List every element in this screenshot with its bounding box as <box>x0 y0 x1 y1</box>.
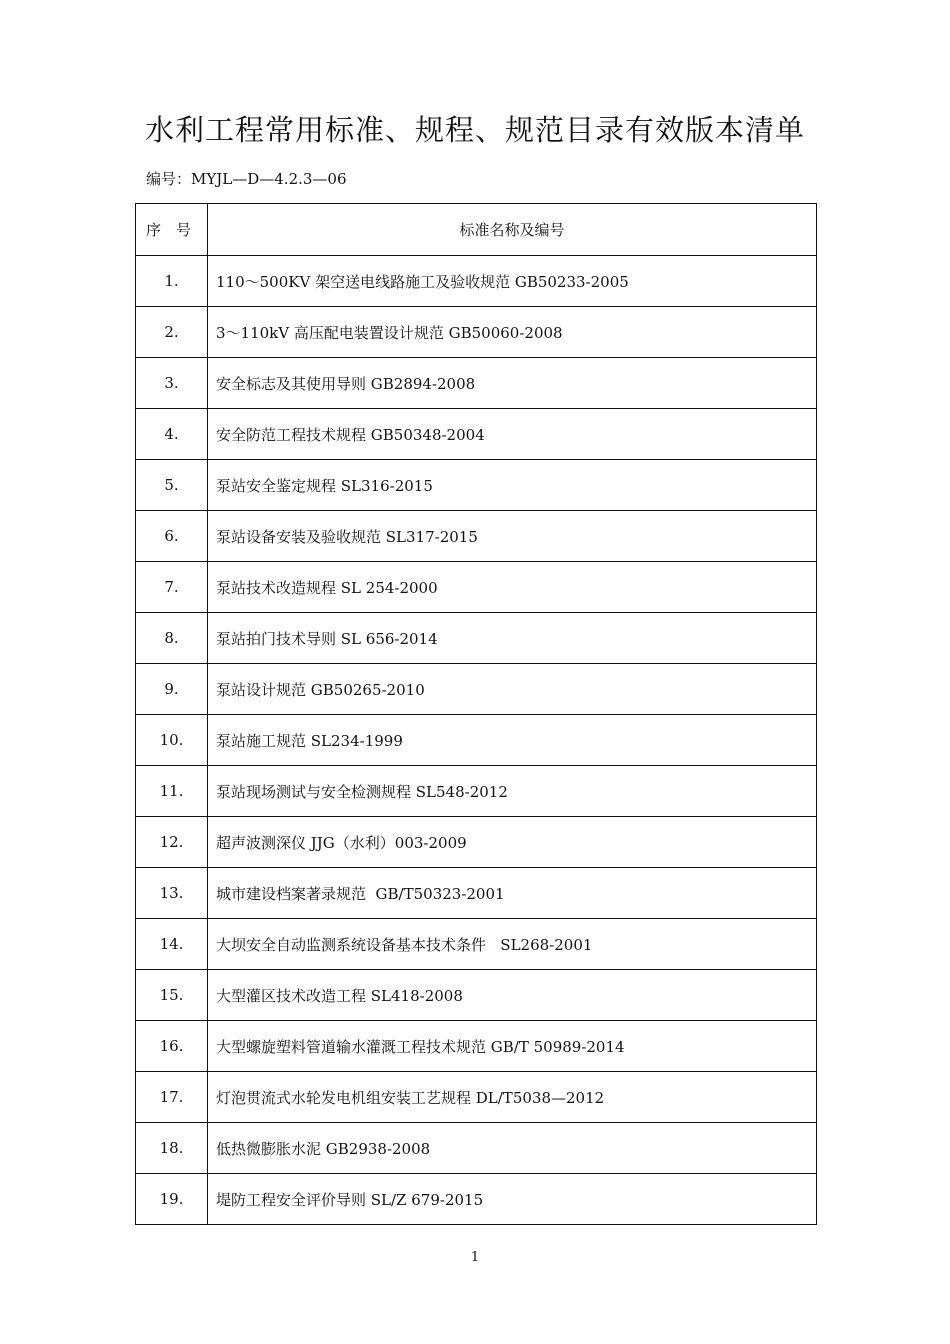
header-serial-number: 序 号 <box>136 204 208 256</box>
standard-name: 大型螺旋塑料管道输水灌溉工程技术规范 GB/T 50989-2014 <box>208 1021 817 1072</box>
table-row <box>136 1072 817 1123</box>
table-row <box>136 358 817 409</box>
table-header-row <box>136 204 817 256</box>
row-number: 7. <box>136 562 208 613</box>
standard-name: 超声波测深仪 JJG（水利）003-2009 <box>208 817 817 868</box>
row-number: 10. <box>136 715 208 766</box>
standard-name: 泵站施工规范 SL234-1999 <box>208 715 817 766</box>
table-row <box>136 613 817 664</box>
standard-name: 安全防范工程技术规程 GB50348-2004 <box>208 409 817 460</box>
table-row <box>136 256 817 307</box>
table-row <box>136 817 817 868</box>
table-row <box>136 970 817 1021</box>
standard-name: 泵站现场测试与安全检测规程 SL548-2012 <box>208 766 817 817</box>
row-number: 9. <box>136 664 208 715</box>
row-number: 18. <box>136 1123 208 1174</box>
standards-table <box>135 203 817 1225</box>
table-row <box>136 460 817 511</box>
standard-name: 泵站设计规范 GB50265-2010 <box>208 664 817 715</box>
standard-name: 泵站设备安装及验收规范 SL317-2015 <box>208 511 817 562</box>
row-number: 19. <box>136 1174 208 1225</box>
header-standard-name: 标准名称及编号 <box>208 204 817 256</box>
table-row <box>136 664 817 715</box>
document-number: 编号：MYJL—D—4.2.3—06 <box>146 170 347 188</box>
row-number: 6. <box>136 511 208 562</box>
table-row <box>136 1174 817 1225</box>
standard-name: 110～500KV 架空送电线路施工及验收规范 GB50233-2005 <box>208 256 817 307</box>
row-number: 1. <box>136 256 208 307</box>
table-row <box>136 1123 817 1174</box>
table-row <box>136 919 817 970</box>
row-number: 5. <box>136 460 208 511</box>
table-row <box>136 307 817 358</box>
page-number: 1 <box>470 1250 480 1265</box>
standard-name: 泵站拍门技术导则 SL 656-2014 <box>208 613 817 664</box>
table-row <box>136 715 817 766</box>
standard-name: 泵站安全鉴定规程 SL316-2015 <box>208 460 817 511</box>
row-number: 8. <box>136 613 208 664</box>
standard-name: 灯泡贯流式水轮发电机组安装工艺规程 DL/T5038—2012 <box>208 1072 817 1123</box>
row-number: 16. <box>136 1021 208 1072</box>
standard-name: 大型灌区技术改造工程 SL418-2008 <box>208 970 817 1021</box>
standard-name: 泵站技术改造规程 SL 254-2000 <box>208 562 817 613</box>
table-row <box>136 562 817 613</box>
row-number: 11. <box>136 766 208 817</box>
row-number: 2. <box>136 307 208 358</box>
row-number: 17. <box>136 1072 208 1123</box>
standard-name: 大坝安全自动监测系统设备基本技术条件 SL268-2001 <box>208 919 817 970</box>
standard-name: 堤防工程安全评价导则 SL/Z 679-2015 <box>208 1174 817 1225</box>
table-row <box>136 409 817 460</box>
standard-name: 低热微膨胀水泥 GB2938-2008 <box>208 1123 817 1174</box>
row-number: 14. <box>136 919 208 970</box>
table-row <box>136 766 817 817</box>
table-row <box>136 511 817 562</box>
row-number: 3. <box>136 358 208 409</box>
row-number: 12. <box>136 817 208 868</box>
table-row <box>136 868 817 919</box>
page-title: 水利工程常用标准、规程、规范目录有效版本清单 <box>144 113 805 147</box>
row-number: 4. <box>136 409 208 460</box>
standard-name: 城市建设档案著录规范 GB/T50323-2001 <box>208 868 817 919</box>
standard-name: 安全标志及其使用导则 GB2894-2008 <box>208 358 817 409</box>
row-number: 13. <box>136 868 208 919</box>
table-row <box>136 1021 817 1072</box>
standard-name: 3～110kV 高压配电装置设计规范 GB50060-2008 <box>208 307 817 358</box>
row-number: 15. <box>136 970 208 1021</box>
